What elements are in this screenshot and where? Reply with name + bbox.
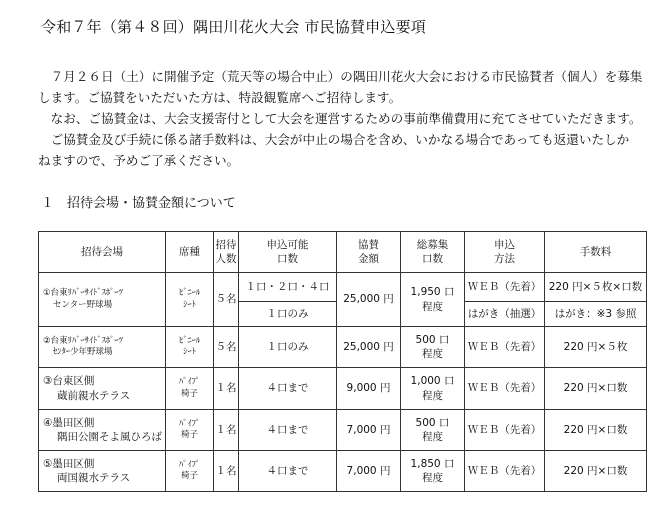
amount-cell: 25,000 円 [337,273,401,327]
seat-cell: ﾊﾟｲﾌﾟ 椅子 [166,451,214,492]
section-heading: １ 招待会場・協賛金額について [41,196,236,211]
intro-line-3: なお、ご協賛金は、大会支援寄付として大会を運営するための事前準備費用に充てさせていただきます。 [38,111,642,126]
header-method: 申込 方法 [465,232,545,273]
units-cell: １口・２口・４口 [239,273,337,302]
table-header-row [39,232,647,273]
header-amount: 協賛 金額 [337,232,401,273]
header-invite: 招待 人数 [214,232,239,273]
fee-cell: 220 円×５枚×口数 [545,273,647,302]
amount-cell: 9,000 円 [337,368,401,410]
units-cell: １口のみ [239,327,337,368]
invite-cell: １名 [214,368,239,410]
invite-cell: ５名 [214,327,239,368]
intro-line-5: ねますので、予めご了承ください。 [38,153,240,168]
venue-table [38,231,647,492]
header-units: 申込可能 口数 [239,232,337,273]
units-cell: ４口まで [239,451,337,492]
table-row [39,451,647,492]
method-cell: ＷＥＢ（先着） [465,368,545,410]
header-total: 総募集 口数 [401,232,465,273]
seat-cell: ﾋﾞﾆｰﾙ ｼｰﾄ [166,273,214,327]
amount-cell: 7,000 円 [337,451,401,492]
table-row [39,368,647,410]
fee-cell: 220 円×口数 [545,410,647,451]
amount-cell: 25,000 円 [337,327,401,368]
venue-cell: ④墨田区側 隅田公園そよ風ひろば [39,410,166,451]
seat-cell: ﾋﾞﾆｰﾙ ｼｰﾄ [166,327,214,368]
total-cell: 500 口 程度 [401,327,465,368]
header-venue: 招待会場 [39,232,166,273]
units-cell: ４口まで [239,410,337,451]
table-row [39,273,647,302]
venue-cell: ①台東ﾘﾊﾞｰｻｲﾄﾞｽﾎﾟｰﾂ センター野球場 [39,273,166,327]
intro-line-2: します。ご協賛をいただいた方は、特設観覧席へご招待します。 [38,90,402,105]
total-cell: 500 口 程度 [401,410,465,451]
units-cell: ４口まで [239,368,337,410]
fee-cell: 220 円×口数 [545,451,647,492]
method-cell: はがき（抽選） [465,302,545,327]
units-cell: １口のみ [239,302,337,327]
total-cell: 1,000 口 程度 [401,368,465,410]
fee-cell: 220 円×口数 [545,368,647,410]
table-row [39,410,647,451]
seat-cell: ﾊﾟｲﾌﾟ 椅子 [166,368,214,410]
header-fee: 手数料 [545,232,647,273]
venue-cell: ⑤墨田区側 両国親水テラス [39,451,166,492]
intro-line-1: ７月２６日（土）に開催予定（荒天等の場合中止）の隅田川花火大会における市民協賛者（個人）を募集 [38,69,643,84]
total-cell: 1,950 口 程度 [401,273,465,327]
total-cell: 1,850 口 程度 [401,451,465,492]
method-cell: ＷＥＢ（先着） [465,451,545,492]
invite-cell: １名 [214,410,239,451]
invite-cell: １名 [214,451,239,492]
method-cell: ＷＥＢ（先着） [465,273,545,302]
venue-cell: ②台東ﾘﾊﾞｰｻｲﾄﾞｽﾎﾟｰﾂ ｾﾝﾀｰ少年野球場 [39,327,166,368]
method-cell: ＷＥＢ（先着） [465,327,545,368]
fee-cell: はがき：※3 参照 [545,302,647,327]
venue-cell: ③台東区側 蔵前親水テラス [39,368,166,410]
amount-cell: 7,000 円 [337,410,401,451]
seat-cell: ﾊﾟｲﾌﾟ 椅子 [166,410,214,451]
header-seat: 席種 [166,232,214,273]
invite-cell: ５名 [214,273,239,327]
method-cell: ＷＥＢ（先着） [465,410,545,451]
page-title: 令和７年（第４８回）隅田川花火大会 市民協賛申込要項 [41,18,426,36]
table-row [39,327,647,368]
intro-line-4: ご協賛金及び手続に係る諸手数料は、大会が中止の場合を含め、いかなる場合であっても返還いたしか [38,132,630,147]
fee-cell: 220 円×５枚 [545,327,647,368]
